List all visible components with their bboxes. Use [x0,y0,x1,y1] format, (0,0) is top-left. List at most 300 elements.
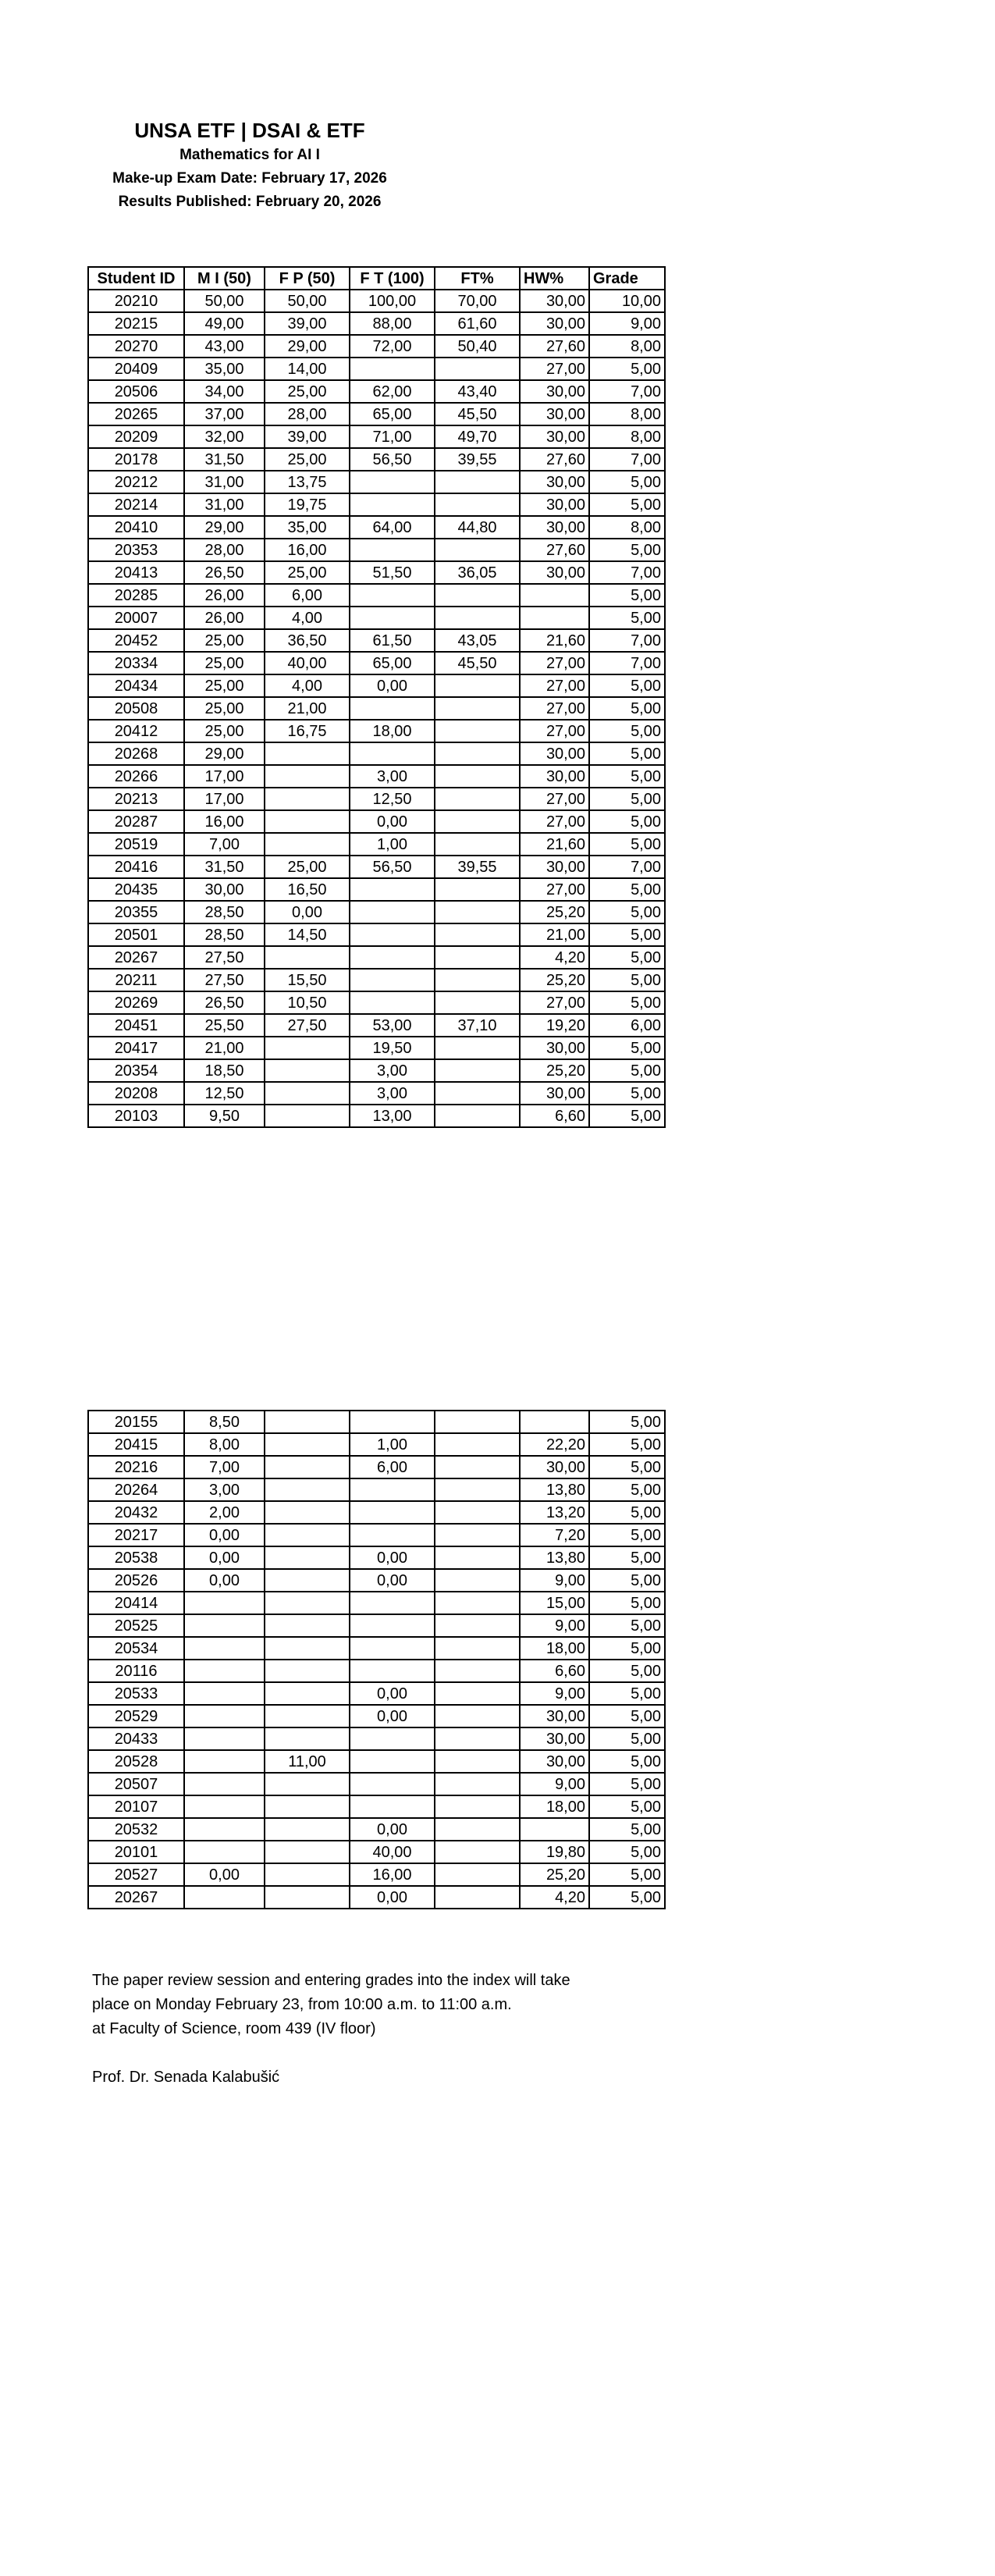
fp-cell [265,1795,350,1818]
ft-cell [350,358,435,380]
mi-cell: 30,00 [184,878,265,901]
column-header-ft: F T (100) [350,267,435,290]
ft-cell [350,471,435,493]
ft-cell [350,493,435,516]
table-row [88,471,665,493]
ft-cell: 6,00 [350,1456,435,1478]
hw-percent-cell: 30,00 [520,1082,589,1105]
ft-cell: 13,00 [350,1105,435,1127]
table-row [88,1841,665,1863]
mi-cell: 27,50 [184,946,265,969]
grade-cell: 6,00 [589,1014,665,1037]
ft-cell: 1,00 [350,833,435,856]
note-line: at Faculty of Science, room 439 (IV floor) [92,2020,376,2037]
ft-cell [350,969,435,991]
ft-percent-cell [435,1592,520,1614]
fp-cell [265,1524,350,1546]
fp-cell: 25,00 [265,856,350,878]
grade-cell: 5,00 [589,1059,665,1082]
hw-percent-cell: 30,00 [520,516,589,539]
ft-cell: 3,00 [350,765,435,788]
fp-cell [265,1863,350,1886]
grade-cell: 7,00 [589,448,665,471]
hw-percent-cell: 4,20 [520,946,589,969]
student-id-cell: 20285 [88,584,184,607]
table-row [88,1433,665,1456]
ft-percent-cell [435,471,520,493]
ft-percent-cell [435,493,520,516]
ft-percent-cell: 39,55 [435,448,520,471]
hw-percent-cell: 30,00 [520,290,589,312]
ft-cell [350,1524,435,1546]
column-header-ft-percent: FT% [435,267,520,290]
student-id-cell: 20534 [88,1637,184,1660]
column-header-mi: M I (50) [184,267,265,290]
ft-percent-cell [435,697,520,720]
ft-cell: 1,00 [350,1433,435,1456]
ft-cell: 0,00 [350,1818,435,1841]
student-id-cell: 20264 [88,1478,184,1501]
fp-cell: 25,00 [265,448,350,471]
mi-cell [184,1750,265,1773]
table-row [88,1818,665,1841]
ft-percent-cell [435,1059,520,1082]
student-id-cell: 20435 [88,878,184,901]
grade-cell: 5,00 [589,674,665,697]
grade-cell: 10,00 [589,290,665,312]
mi-cell: 31,00 [184,471,265,493]
ft-percent-cell [435,1637,520,1660]
mi-cell: 31,50 [184,856,265,878]
hw-percent-cell: 30,00 [520,1456,589,1478]
mi-cell: 2,00 [184,1501,265,1524]
ft-percent-cell [435,946,520,969]
student-id-cell: 20215 [88,312,184,335]
hw-percent-cell: 6,60 [520,1105,589,1127]
table-row [88,1478,665,1501]
table-row [88,674,665,697]
table-row [88,1660,665,1682]
hw-percent-cell: 7,20 [520,1524,589,1546]
mi-cell: 17,00 [184,765,265,788]
ft-percent-cell [435,1750,520,1773]
ft-cell: 56,50 [350,856,435,878]
ft-percent-cell: 39,55 [435,856,520,878]
fp-cell [265,1841,350,1863]
fp-cell [265,1637,350,1660]
grade-cell: 5,00 [589,1773,665,1795]
ft-cell [350,1795,435,1818]
fp-cell [265,1727,350,1750]
ft-cell: 0,00 [350,1886,435,1909]
ft-percent-cell [435,1773,520,1795]
ft-cell: 19,50 [350,1037,435,1059]
grade-cell: 7,00 [589,856,665,878]
ft-cell: 64,00 [350,516,435,539]
mi-cell: 0,00 [184,1546,265,1569]
student-id-cell: 20208 [88,1082,184,1105]
table-row [88,1105,665,1127]
table-row [88,1637,665,1660]
grade-cell: 7,00 [589,652,665,674]
results-table-part-1 [87,266,666,1128]
grade-cell: 5,00 [589,584,665,607]
table-row [88,1456,665,1478]
mi-cell: 9,50 [184,1105,265,1127]
student-id-cell: 20414 [88,1592,184,1614]
hw-percent-cell: 30,00 [520,1727,589,1750]
hw-percent-cell: 27,60 [520,539,589,561]
table-row [88,516,665,539]
ft-percent-cell: 45,50 [435,652,520,674]
mi-cell [184,1886,265,1909]
hw-percent-cell [520,1411,589,1433]
mi-cell: 3,00 [184,1478,265,1501]
table-row [88,493,665,516]
ft-cell: 61,50 [350,629,435,652]
table-row [88,1773,665,1795]
grade-cell: 7,00 [589,380,665,403]
ft-percent-cell: 43,40 [435,380,520,403]
fp-cell: 28,00 [265,403,350,425]
ft-cell [350,584,435,607]
mi-cell [184,1705,265,1727]
hw-percent-cell: 9,00 [520,1614,589,1637]
student-id-cell: 20451 [88,1014,184,1037]
table-row [88,1727,665,1750]
ft-percent-cell: 37,10 [435,1014,520,1037]
ft-percent-cell [435,1886,520,1909]
table-row [88,991,665,1014]
ft-cell [350,923,435,946]
student-id-cell: 20433 [88,1727,184,1750]
table-row [88,607,665,629]
hw-percent-cell: 27,00 [520,674,589,697]
table-row [88,1863,665,1886]
table-row [88,1059,665,1082]
ft-percent-cell [435,1478,520,1501]
ft-cell [350,1660,435,1682]
student-id-cell: 20116 [88,1660,184,1682]
ft-percent-cell [435,1456,520,1478]
hw-percent-cell: 9,00 [520,1569,589,1592]
table-row [88,946,665,969]
hw-percent-cell: 30,00 [520,471,589,493]
mi-cell: 49,00 [184,312,265,335]
table-row [88,358,665,380]
student-id-cell: 20268 [88,742,184,765]
ft-percent-cell [435,1727,520,1750]
grade-cell: 8,00 [589,403,665,425]
fp-cell [265,946,350,969]
fp-cell: 6,00 [265,584,350,607]
table-row [88,1705,665,1727]
ft-cell: 16,00 [350,1863,435,1886]
ft-percent-cell [435,833,520,856]
hw-percent-cell: 4,20 [520,1886,589,1909]
mi-cell: 26,50 [184,991,265,1014]
ft-percent-cell: 44,80 [435,516,520,539]
mi-cell [184,1773,265,1795]
mi-cell: 25,00 [184,674,265,697]
fp-cell [265,1037,350,1059]
student-id-cell: 20212 [88,471,184,493]
ft-percent-cell [435,1524,520,1546]
student-id-cell: 20533 [88,1682,184,1705]
grade-cell: 5,00 [589,1682,665,1705]
table-row [88,1569,665,1592]
mi-cell [184,1818,265,1841]
hw-percent-cell: 15,00 [520,1592,589,1614]
student-id-cell: 20528 [88,1750,184,1773]
fp-cell [265,1501,350,1524]
student-id-cell: 20213 [88,788,184,810]
student-id-cell: 20538 [88,1546,184,1569]
mi-cell: 32,00 [184,425,265,448]
mi-cell [184,1682,265,1705]
student-id-cell: 20507 [88,1773,184,1795]
table-row [88,539,665,561]
table-header-row [88,267,665,290]
ft-cell: 53,00 [350,1014,435,1037]
fp-cell: 25,00 [265,561,350,584]
mi-cell: 17,00 [184,788,265,810]
ft-cell [350,742,435,765]
hw-percent-cell: 30,00 [520,742,589,765]
hw-percent-cell: 13,80 [520,1478,589,1501]
hw-percent-cell: 27,00 [520,991,589,1014]
grade-cell: 5,00 [589,1569,665,1592]
grade-cell: 5,00 [589,923,665,946]
grade-cell: 5,00 [589,901,665,923]
fp-cell: 13,75 [265,471,350,493]
table-row [88,1501,665,1524]
fp-cell [265,1433,350,1456]
student-id-cell: 20409 [88,358,184,380]
ft-percent-cell [435,1705,520,1727]
mi-cell [184,1660,265,1682]
hw-percent-cell: 27,60 [520,335,589,358]
student-id-cell: 20217 [88,1524,184,1546]
ft-cell [350,946,435,969]
grade-cell: 5,00 [589,1037,665,1059]
hw-percent-cell: 21,00 [520,923,589,946]
table-row [88,1546,665,1569]
ft-cell [350,901,435,923]
grade-cell: 5,00 [589,969,665,991]
mi-cell: 0,00 [184,1524,265,1546]
column-header-grade: Grade [589,267,665,290]
fp-cell: 35,00 [265,516,350,539]
hw-percent-cell: 30,00 [520,765,589,788]
ft-cell [350,1727,435,1750]
fp-cell [265,1592,350,1614]
hw-percent-cell: 30,00 [520,380,589,403]
grade-cell: 5,00 [589,788,665,810]
hw-percent-cell: 25,20 [520,1059,589,1082]
fp-cell: 0,00 [265,901,350,923]
grade-cell: 5,00 [589,878,665,901]
hw-percent-cell: 6,60 [520,1660,589,1682]
mi-cell: 26,50 [184,561,265,584]
hw-percent-cell: 27,00 [520,697,589,720]
student-id-cell: 20506 [88,380,184,403]
student-id-cell: 20432 [88,1501,184,1524]
fp-cell [265,1818,350,1841]
student-id-cell: 20526 [88,1569,184,1592]
grade-cell: 5,00 [589,833,665,856]
mi-cell: 31,00 [184,493,265,516]
table-row [88,561,665,584]
fp-cell [265,1546,350,1569]
table-row [88,335,665,358]
student-id-cell: 20501 [88,923,184,946]
grade-cell: 5,00 [589,1818,665,1841]
ft-percent-cell: 50,40 [435,335,520,358]
grade-cell: 8,00 [589,425,665,448]
fp-cell [265,1059,350,1082]
ft-cell: 51,50 [350,561,435,584]
table-row [88,1037,665,1059]
ft-cell [350,1750,435,1773]
fp-cell [265,1705,350,1727]
mi-cell: 37,00 [184,403,265,425]
hw-percent-cell: 19,20 [520,1014,589,1037]
ft-cell [350,539,435,561]
table-row [88,1795,665,1818]
student-id-cell: 20216 [88,1456,184,1478]
mi-cell: 18,50 [184,1059,265,1082]
mi-cell [184,1727,265,1750]
table-row [88,856,665,878]
ft-cell [350,1592,435,1614]
hw-percent-cell: 30,00 [520,1750,589,1773]
ft-percent-cell: 43,05 [435,629,520,652]
mi-cell: 50,00 [184,290,265,312]
fp-cell [265,1105,350,1127]
hw-percent-cell: 30,00 [520,561,589,584]
ft-percent-cell: 36,05 [435,561,520,584]
student-id-cell: 20103 [88,1105,184,1127]
table-row [88,742,665,765]
hw-percent-cell: 21,60 [520,833,589,856]
fp-cell: 16,50 [265,878,350,901]
mi-cell: 25,50 [184,1014,265,1037]
grade-cell: 7,00 [589,561,665,584]
fp-cell: 21,00 [265,697,350,720]
student-id-cell: 20527 [88,1863,184,1886]
student-id-cell: 20007 [88,607,184,629]
student-id-cell: 20413 [88,561,184,584]
mi-cell: 25,00 [184,720,265,742]
mi-cell: 25,00 [184,652,265,674]
ft-cell: 12,50 [350,788,435,810]
table-row [88,788,665,810]
ft-percent-cell [435,1037,520,1059]
ft-percent-cell [435,584,520,607]
fp-cell [265,1886,350,1909]
ft-cell: 0,00 [350,1546,435,1569]
ft-percent-cell [435,539,520,561]
table-row [88,629,665,652]
hw-percent-cell: 25,20 [520,1863,589,1886]
ft-cell: 18,00 [350,720,435,742]
student-id-cell: 20267 [88,946,184,969]
student-id-cell: 20434 [88,674,184,697]
fp-cell: 29,00 [265,335,350,358]
grade-cell: 5,00 [589,607,665,629]
student-id-cell: 20415 [88,1433,184,1456]
mi-cell: 26,00 [184,584,265,607]
table-row [88,403,665,425]
mi-cell: 43,00 [184,335,265,358]
table-row [88,1082,665,1105]
fp-cell [265,1773,350,1795]
fp-cell: 14,00 [265,358,350,380]
grade-cell: 5,00 [589,1614,665,1637]
ft-percent-cell [435,358,520,380]
fp-cell [265,1411,350,1433]
grade-cell: 5,00 [589,1411,665,1433]
ft-percent-cell [435,1501,520,1524]
fp-cell: 10,50 [265,991,350,1014]
fp-cell: 25,00 [265,380,350,403]
ft-cell: 40,00 [350,1841,435,1863]
student-id-cell: 20210 [88,290,184,312]
fp-cell: 16,75 [265,720,350,742]
mi-cell: 29,00 [184,742,265,765]
hw-percent-cell: 27,00 [520,358,589,380]
ft-percent-cell [435,1614,520,1637]
hw-percent-cell: 27,60 [520,448,589,471]
grade-cell: 7,00 [589,629,665,652]
table-row [88,833,665,856]
hw-percent-cell: 30,00 [520,312,589,335]
student-id-cell: 20265 [88,403,184,425]
fp-cell [265,833,350,856]
ft-cell: 65,00 [350,403,435,425]
mi-cell: 8,00 [184,1433,265,1456]
table-row [88,901,665,923]
student-id-cell: 20353 [88,539,184,561]
mi-cell: 28,00 [184,539,265,561]
hw-percent-cell: 27,00 [520,878,589,901]
ft-percent-cell [435,991,520,1014]
grade-cell: 5,00 [589,1082,665,1105]
hw-percent-cell: 27,00 [520,788,589,810]
table-row [88,448,665,471]
student-id-cell: 20214 [88,493,184,516]
mi-cell: 27,50 [184,969,265,991]
ft-cell [350,1478,435,1501]
column-header-fp: F P (50) [265,267,350,290]
document-header [78,117,421,214]
hw-percent-cell: 25,20 [520,901,589,923]
grade-cell: 5,00 [589,493,665,516]
grade-cell: 5,00 [589,1660,665,1682]
ft-cell: 100,00 [350,290,435,312]
student-id-cell: 20416 [88,856,184,878]
table-row [88,697,665,720]
ft-percent-cell [435,1795,520,1818]
hw-percent-cell: 27,00 [520,810,589,833]
fp-cell: 4,00 [265,674,350,697]
hw-percent-cell: 27,00 [520,652,589,674]
fp-cell: 4,00 [265,607,350,629]
table-row [88,425,665,448]
grade-cell: 5,00 [589,1637,665,1660]
hw-percent-cell: 22,20 [520,1433,589,1456]
